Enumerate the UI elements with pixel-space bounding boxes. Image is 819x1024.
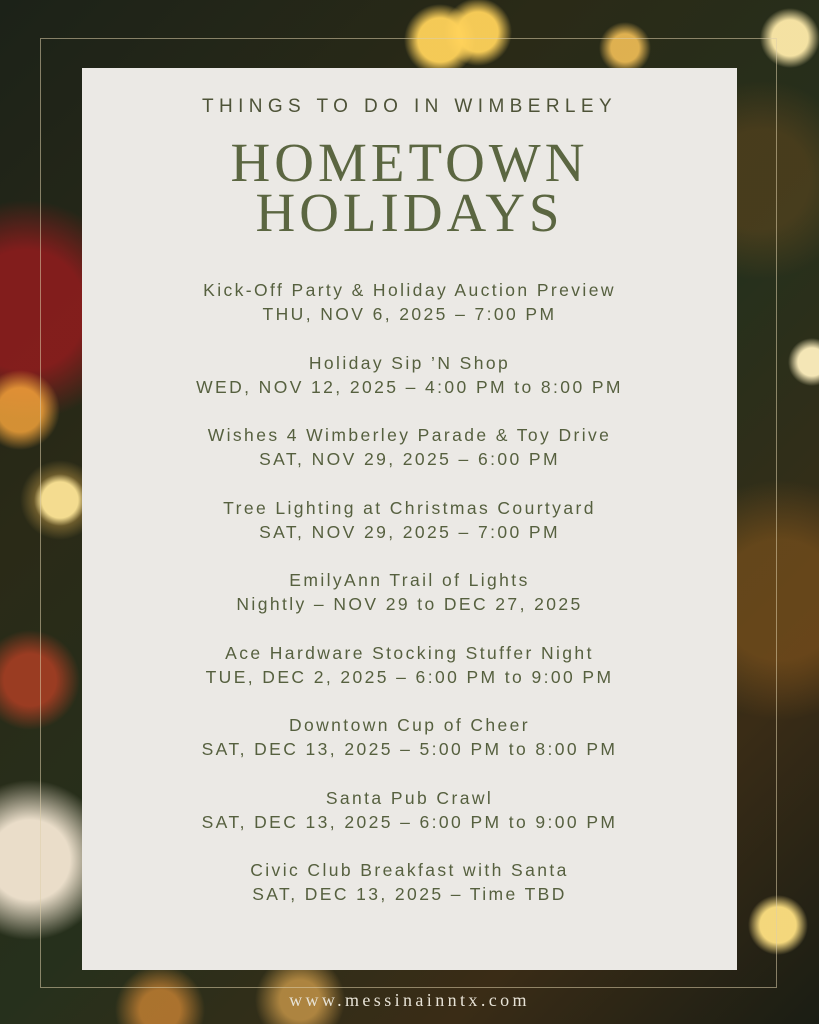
event-date: SAT, DEC 13, 2025 – 6:00 PM to 9:00 PM: [201, 811, 618, 832]
event-name: Holiday Sip ’N Shop: [308, 352, 511, 373]
event-name: Downtown Cup of Cheer: [288, 715, 531, 735]
event-date: THU, NOV 6, 2025 – 7:00 PM: [262, 304, 557, 324]
subtitle: THINGS TO DO IN WIMBERLEY: [201, 96, 618, 117]
event-date: SAT, NOV 29, 2025 – 7:00 PM: [259, 521, 560, 542]
event-item: [82, 423, 737, 471]
title-line-2: HOLIDAYS: [255, 182, 564, 243]
event-name: Wishes 4 Wimberley Parade & Toy Drive: [207, 425, 612, 445]
event-item: [82, 786, 737, 834]
event-name: Tree Lighting at Christmas Courtyard: [223, 497, 596, 518]
event-list: [82, 278, 737, 906]
event-item: [82, 641, 737, 689]
event-date: WED, NOV 12, 2025 – 4:00 PM to 8:00 PM: [196, 376, 623, 397]
event-name: Ace Hardware Stocking Stuffer Night: [225, 642, 594, 663]
event-name: Santa Pub Crawl: [325, 787, 494, 808]
event-date: SAT, NOV 29, 2025 – 6:00 PM: [259, 449, 560, 469]
title-line-1: HOMETOWN: [230, 132, 589, 193]
event-item: [82, 351, 737, 399]
event-date: TUE, DEC 2, 2025 – 6:00 PM to 9:00 PM: [205, 666, 614, 687]
event-item: [82, 568, 737, 616]
event-name: Civic Club Breakfast with Santa: [250, 860, 569, 880]
website-footer: www.messinainntx.com: [289, 990, 530, 1010]
event-name: EmilyAnn Trail of Lights: [289, 570, 530, 590]
event-item: [82, 496, 737, 544]
event-date: SAT, DEC 13, 2025 – 5:00 PM to 8:00 PM: [201, 739, 618, 759]
event-name: Kick-Off Party & Holiday Auction Preview: [203, 280, 616, 300]
page-title: [82, 132, 737, 243]
event-item: [82, 278, 737, 326]
event-date: Nightly – NOV 29 to DEC 27, 2025: [236, 594, 583, 614]
event-item: [82, 713, 737, 761]
event-date: SAT, DEC 13, 2025 – Time TBD: [252, 884, 567, 904]
event-card: [82, 68, 737, 970]
event-item: [82, 858, 737, 906]
